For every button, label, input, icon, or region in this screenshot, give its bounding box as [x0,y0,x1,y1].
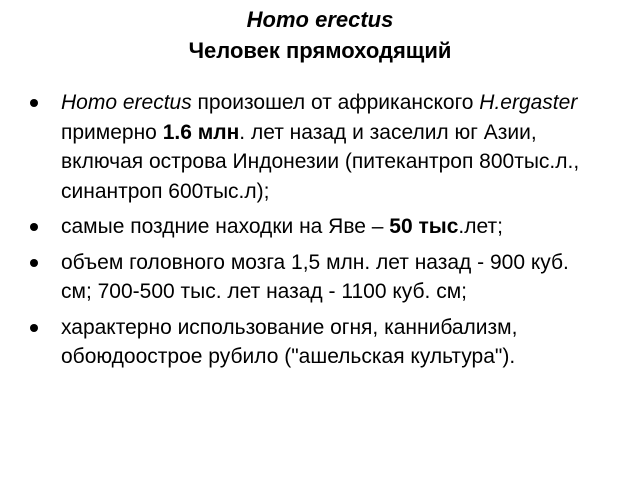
bullet-dot-icon [30,223,38,231]
bullet-item-java-finds [30,212,605,242]
age-highlight: 50 тыс [389,215,459,238]
bullet-dot-icon [30,324,38,332]
slide-title [0,4,640,66]
bullet-text: . лет назад и заселил юг Азии, включая острова Индонезии (питекантроп 800тыс.л., синантроп 600тыс.л); [61,120,580,203]
bullet-list [30,88,605,378]
age-highlight: 1.6 млн [162,120,240,144]
bullet-dot-icon [30,259,38,267]
bullet-text: произошел от африканского [191,91,480,114]
bullet-dot-icon [30,99,38,107]
bullet-item-origin [30,88,605,206]
bullet-text: объем головного мозга 1,5 млн. лет назад - 900 куб. см; 700-500 тыс. лет назад - 1100 куб. см; [61,250,569,303]
ancestor-name: H.ergaster [479,91,578,114]
bullet-text: самые поздние находки на Яве – [61,215,390,238]
bullet-item-brain-volume [30,248,605,307]
bullet-text: примерно [61,120,163,144]
title-latin: Homo erectus [246,7,394,32]
bullet-text: .лет; [458,215,503,238]
species-name: Homo erectus [61,91,192,114]
title-russian: Человек прямоходящий [188,38,452,63]
bullet-item-culture [30,313,605,372]
bullet-text: характерно использование огня, каннибализм, обоюдоострое рубило ("ашельская культура"). [61,315,518,368]
